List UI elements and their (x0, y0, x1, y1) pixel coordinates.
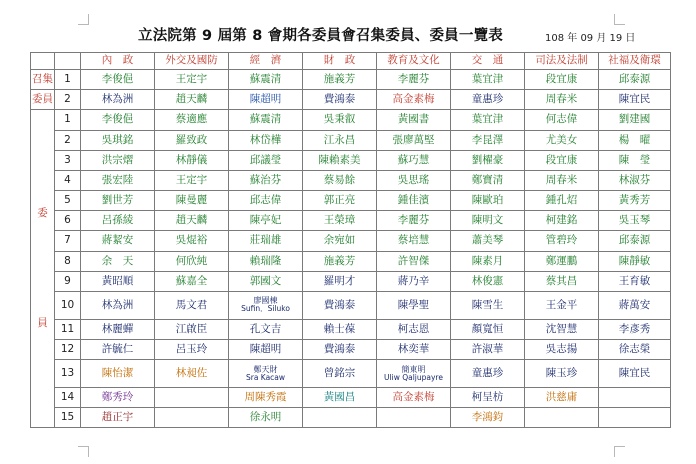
table-cell: 蕭美琴 (451, 231, 525, 251)
table-cell: 蘇震清 (229, 70, 303, 90)
header-blank (31, 53, 55, 70)
table-cell: 張廖萬堅 (377, 130, 451, 150)
header-cell: 社福及衛環 (599, 53, 671, 70)
table-cell: 江啟臣 (155, 319, 229, 339)
table-cell: 馬文君 (155, 291, 229, 319)
header-blank (55, 53, 81, 70)
table-cell: 柯志恩 (377, 319, 451, 339)
table-cell (599, 387, 671, 407)
row-number: 15 (55, 407, 81, 427)
table-cell (377, 359, 451, 387)
row-number: 8 (55, 251, 81, 271)
member-row (31, 191, 671, 211)
table-cell: 邱泰源 (599, 70, 671, 90)
row-number: 13 (55, 359, 81, 387)
document-title: 立法院第 9 屆第 8 會期各委員會召集委員、委員一覽表 (138, 28, 503, 44)
table-cell: 羅致政 (155, 130, 229, 150)
table-cell: 李俊俋 (81, 110, 155, 130)
row-number: 12 (55, 339, 81, 359)
header-cell: 交 通 (451, 53, 525, 70)
table-cell: 李麗芬 (377, 211, 451, 231)
row-number: 2 (55, 130, 81, 150)
cell-name: 鄭天財 (253, 364, 278, 374)
header-cell: 司法及法制 (525, 53, 599, 70)
table-cell: 楊 曜 (599, 130, 671, 150)
member-row (31, 130, 671, 150)
table-cell: 孔文吉 (229, 319, 303, 339)
table-cell: 陳靜敏 (599, 251, 671, 271)
row-number: 11 (55, 319, 81, 339)
member-row (31, 359, 671, 387)
table-cell (155, 407, 229, 427)
table-cell: 沈智慧 (525, 319, 599, 339)
table-cell (155, 387, 229, 407)
cell-name-romanized: Uliw Qaljupayre (384, 372, 443, 382)
header-cell: 教育及文化 (377, 53, 451, 70)
table-cell: 呂玉玲 (155, 339, 229, 359)
table-cell: 許智傑 (377, 251, 451, 271)
table-cell (377, 407, 451, 427)
cell-name-romanized: Sra Kacaw (245, 372, 286, 382)
table-cell: 黃國書 (377, 110, 451, 130)
table-cell: 江永昌 (303, 130, 377, 150)
table-cell: 蘇巧慧 (377, 150, 451, 170)
table-cell: 施義芳 (303, 70, 377, 90)
header-cell: 財 政 (303, 53, 377, 70)
table-cell: 陳超明 (229, 90, 303, 110)
table-cell: 林岱樺 (229, 130, 303, 150)
table-cell: 周春米 (525, 170, 599, 190)
table-cell: 何欣純 (155, 251, 229, 271)
table-cell: 郭國文 (229, 271, 303, 291)
table-cell: 吳玉琴 (599, 211, 671, 231)
table-cell: 李麗芬 (377, 70, 451, 90)
table-cell: 呂孫綾 (81, 211, 155, 231)
row-number: 3 (55, 150, 81, 170)
table-cell (599, 407, 671, 427)
row-number: 5 (55, 191, 81, 211)
table-cell: 陳超明 (229, 339, 303, 359)
table-cell: 鄭秀玲 (81, 387, 155, 407)
table-cell: 陳素月 (451, 251, 525, 271)
table-cell: 曾銘宗 (303, 359, 377, 387)
table-cell: 陳賴素美 (303, 150, 377, 170)
crop-mark-bottom-right (614, 446, 625, 457)
table-cell: 賴士葆 (303, 319, 377, 339)
committee-roster-table (30, 52, 671, 428)
table-cell: 陳宜民 (599, 90, 671, 110)
member-row (31, 110, 671, 130)
table-cell: 葉宜津 (451, 70, 525, 90)
row-number: 1 (55, 110, 81, 130)
table-cell: 陳明文 (451, 211, 525, 231)
table-cell: 童惠珍 (451, 359, 525, 387)
table-cell: 童惠珍 (451, 90, 525, 110)
table-cell: 費鴻泰 (303, 291, 377, 319)
table-cell: 蔣乃辛 (377, 271, 451, 291)
table-cell: 費鴻泰 (303, 90, 377, 110)
table-cell (303, 407, 377, 427)
table-cell (525, 407, 599, 427)
table-cell: 林麗蟬 (81, 319, 155, 339)
row-number: 1 (55, 70, 81, 90)
row-number: 2 (55, 90, 81, 110)
table-cell (229, 291, 303, 319)
table-cell: 余宛如 (303, 231, 377, 251)
table-cell: 蔡其昌 (525, 271, 599, 291)
table-cell: 吳琪銘 (81, 130, 155, 150)
table-cell: 邱志偉 (229, 191, 303, 211)
table-cell: 邱議瑩 (229, 150, 303, 170)
table-cell: 王金平 (525, 291, 599, 319)
table-cell: 洪宗熠 (81, 150, 155, 170)
table-cell: 陳雪生 (451, 291, 525, 319)
table-cell: 鄭寶清 (451, 170, 525, 190)
row-number: 7 (55, 231, 81, 251)
table-cell: 蔡培慧 (377, 231, 451, 251)
table-cell: 黃國昌 (303, 387, 377, 407)
table-cell: 徐永明 (229, 407, 303, 427)
table-cell: 柯建銘 (525, 211, 599, 231)
member-row (31, 387, 671, 407)
table-cell: 趙天麟 (155, 211, 229, 231)
table-cell: 劉世芳 (81, 191, 155, 211)
table-cell: 王榮璋 (303, 211, 377, 231)
table-cell: 林俊憲 (451, 271, 525, 291)
crop-mark-top-right (614, 14, 625, 25)
table-cell: 陳玉珍 (525, 359, 599, 387)
table-cell: 王定宇 (155, 170, 229, 190)
table-cell: 邱泰源 (599, 231, 671, 251)
member-row (31, 291, 671, 319)
member-label: 委 員 (31, 110, 55, 428)
table-cell: 賴瑞隆 (229, 251, 303, 271)
convener-label: 召集 (31, 70, 55, 90)
table-cell: 柯呈枋 (451, 387, 525, 407)
table-cell: 蔣萬安 (599, 291, 671, 319)
table-cell: 鍾孔炤 (525, 191, 599, 211)
table-cell: 王定宇 (155, 70, 229, 90)
table-cell: 余 天 (81, 251, 155, 271)
cell-name: 廖國棟 (253, 296, 278, 306)
header-row (31, 53, 671, 70)
table-cell: 洪慈庸 (525, 387, 599, 407)
member-row (31, 231, 671, 251)
cell-name: 簡東明 (401, 364, 426, 374)
table-cell: 陳怡潔 (81, 359, 155, 387)
table-cell: 管碧玲 (525, 231, 599, 251)
crop-mark-bottom-left (78, 446, 89, 457)
table-cell: 李俊俋 (81, 70, 155, 90)
table-cell: 許毓仁 (81, 339, 155, 359)
table-cell: 林昶佐 (155, 359, 229, 387)
table-cell: 劉建國 (599, 110, 671, 130)
row-number: 6 (55, 211, 81, 231)
table-cell: 林奕華 (377, 339, 451, 359)
document-date: 108 年 09 月 19 日 (545, 33, 636, 44)
table-cell: 郭正亮 (303, 191, 377, 211)
table-cell: 王育敏 (599, 271, 671, 291)
table-cell: 蘇嘉全 (155, 271, 229, 291)
table-cell: 李彥秀 (599, 319, 671, 339)
table-cell: 李昆澤 (451, 130, 525, 150)
convener-row (31, 90, 671, 110)
table-cell: 蔡易餘 (303, 170, 377, 190)
table-cell: 陳宜民 (599, 359, 671, 387)
table-cell: 蘇治芬 (229, 170, 303, 190)
member-row (31, 211, 671, 231)
table-cell: 尤美女 (525, 130, 599, 150)
convener-label: 委員 (31, 90, 55, 110)
table-cell: 陳 瑩 (599, 150, 671, 170)
table-cell: 鄭運鵬 (525, 251, 599, 271)
table-cell: 劉櫂豪 (451, 150, 525, 170)
row-number: 14 (55, 387, 81, 407)
table-cell: 陳亭妃 (229, 211, 303, 231)
table-cell: 李鴻鈞 (451, 407, 525, 427)
table-cell: 周春米 (525, 90, 599, 110)
member-row (31, 271, 671, 291)
table-cell: 吳焜裕 (155, 231, 229, 251)
row-number: 10 (55, 291, 81, 319)
table-cell: 黃秀芳 (599, 191, 671, 211)
convener-row (31, 70, 671, 90)
header-cell: 外交及國防 (155, 53, 229, 70)
row-number: 4 (55, 170, 81, 190)
member-row (31, 319, 671, 339)
table-cell: 費鴻泰 (303, 339, 377, 359)
table-cell: 吳志揚 (525, 339, 599, 359)
member-row (31, 251, 671, 271)
table-cell: 林為洲 (81, 291, 155, 319)
table-cell: 林靜儀 (155, 150, 229, 170)
cell-name-romanized: Sufin．Siluko (241, 304, 290, 314)
table-cell: 蘇震清 (229, 110, 303, 130)
table-cell: 吳秉叡 (303, 110, 377, 130)
member-row (31, 150, 671, 170)
table-cell: 鍾佳濱 (377, 191, 451, 211)
table-cell: 趙天麟 (155, 90, 229, 110)
table-cell: 蔣絜安 (81, 231, 155, 251)
table-cell: 段宜康 (525, 150, 599, 170)
header-cell: 經 濟 (229, 53, 303, 70)
table-cell: 葉宜津 (451, 110, 525, 130)
table-cell: 蔡適應 (155, 110, 229, 130)
table-cell: 羅明才 (303, 271, 377, 291)
table-cell: 林為洲 (81, 90, 155, 110)
table-cell: 黃昭順 (81, 271, 155, 291)
table-cell: 何志偉 (525, 110, 599, 130)
table-cell: 吳思瑤 (377, 170, 451, 190)
table-cell: 顏寬恒 (451, 319, 525, 339)
member-row (31, 407, 671, 427)
table-cell: 林淑芬 (599, 170, 671, 190)
row-number: 9 (55, 271, 81, 291)
member-row (31, 339, 671, 359)
table-cell: 段宜康 (525, 70, 599, 90)
table-cell: 許淑華 (451, 339, 525, 359)
member-row (31, 170, 671, 190)
crop-mark-top-left (78, 14, 89, 25)
table-cell (229, 359, 303, 387)
table-cell: 陳歐珀 (451, 191, 525, 211)
table-cell: 陳曼麗 (155, 191, 229, 211)
table-cell: 趙正宇 (81, 407, 155, 427)
table-cell: 高金素梅 (377, 90, 451, 110)
table-cell: 陳學聖 (377, 291, 451, 319)
table-cell: 徐志榮 (599, 339, 671, 359)
header-cell: 內 政 (81, 53, 155, 70)
table-cell: 施義芳 (303, 251, 377, 271)
table-cell: 莊瑞雄 (229, 231, 303, 251)
table-cell: 高金素梅 (377, 387, 451, 407)
table-cell: 周陳秀霞 (229, 387, 303, 407)
table-cell: 張宏陸 (81, 170, 155, 190)
